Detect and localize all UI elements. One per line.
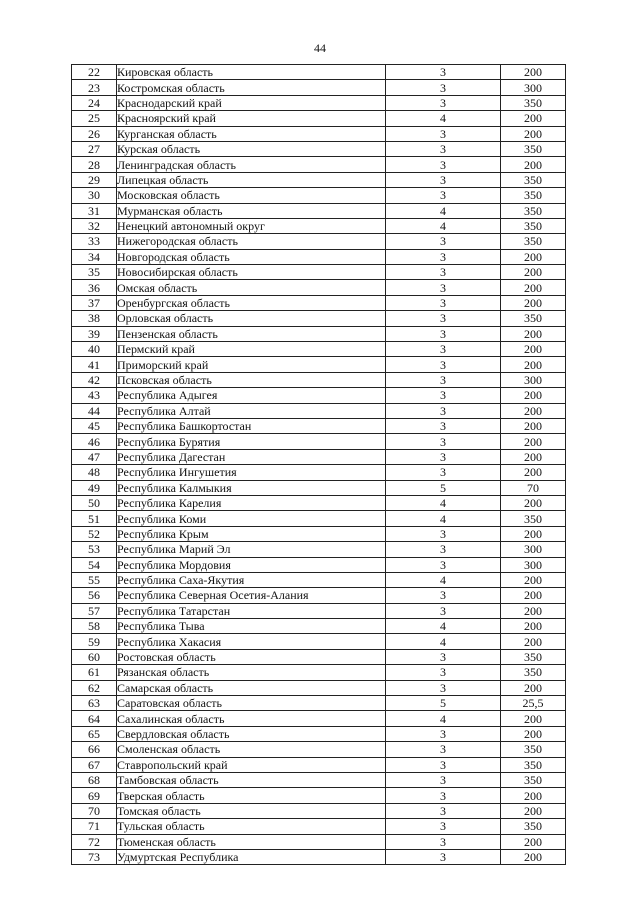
value-cell: 300 [501,542,566,557]
region-name-cell: Республика Ингушетия [117,465,386,480]
value-cell: 200 [501,526,566,541]
category-cell: 4 [386,619,501,634]
value-cell: 350 [501,772,566,787]
region-name-cell: Орловская область [117,311,386,326]
region-name-cell: Республика Крым [117,526,386,541]
region-name-cell: Ростовская область [117,649,386,664]
table-row [72,449,566,464]
category-cell: 3 [386,172,501,187]
table-row [72,388,566,403]
value-cell: 200 [501,849,566,864]
category-cell: 3 [386,742,501,757]
row-number-cell: 67 [72,757,117,772]
value-cell: 300 [501,557,566,572]
table-row [72,480,566,495]
category-cell: 3 [386,588,501,603]
region-name-cell: Саратовская область [117,696,386,711]
category-cell: 4 [386,111,501,126]
region-name-cell: Пермский край [117,342,386,357]
table-row [72,542,566,557]
table-row [72,757,566,772]
category-cell: 3 [386,772,501,787]
region-name-cell: Томская область [117,803,386,818]
region-name-cell: Республика Карелия [117,495,386,510]
table-row [72,680,566,695]
region-name-cell: Республика Бурятия [117,434,386,449]
table-row [72,80,566,95]
category-cell: 3 [386,757,501,772]
category-cell: 3 [386,449,501,464]
value-cell: 200 [501,295,566,310]
region-name-cell: Ленинградская область [117,157,386,172]
region-name-cell: Республика Алтай [117,403,386,418]
region-name-cell: Тюменская область [117,834,386,849]
category-cell: 3 [386,141,501,156]
table-row [72,172,566,187]
value-cell: 350 [501,95,566,110]
category-cell: 3 [386,265,501,280]
row-number-cell: 31 [72,203,117,218]
row-number-cell: 23 [72,80,117,95]
table-row [72,218,566,233]
category-cell: 3 [386,249,501,264]
category-cell: 3 [386,280,501,295]
category-cell: 4 [386,634,501,649]
region-name-cell: Республика Марий Эл [117,542,386,557]
table-row [72,434,566,449]
table-row [72,342,566,357]
row-number-cell: 59 [72,634,117,649]
region-name-cell: Новосибирская область [117,265,386,280]
table-row [72,772,566,787]
region-name-cell: Республика Башкортостан [117,418,386,433]
region-name-cell: Сахалинская область [117,711,386,726]
value-cell: 200 [501,803,566,818]
region-name-cell: Республика Саха-Якутия [117,572,386,587]
category-cell: 3 [386,418,501,433]
category-cell: 3 [386,680,501,695]
table-row [72,726,566,741]
value-cell: 350 [501,172,566,187]
row-number-cell: 41 [72,357,117,372]
region-name-cell: Республика Калмыкия [117,480,386,495]
row-number-cell: 38 [72,311,117,326]
value-cell: 200 [501,495,566,510]
value-cell: 350 [501,311,566,326]
value-cell: 200 [501,403,566,418]
value-cell: 200 [501,418,566,433]
category-cell: 3 [386,557,501,572]
category-cell: 3 [386,434,501,449]
region-name-cell: Республика Хакасия [117,634,386,649]
table-row [72,234,566,249]
row-number-cell: 24 [72,95,117,110]
category-cell: 3 [386,603,501,618]
category-cell: 5 [386,696,501,711]
region-name-cell: Липецкая область [117,172,386,187]
region-name-cell: Приморский край [117,357,386,372]
value-cell: 200 [501,280,566,295]
row-number-cell: 29 [72,172,117,187]
row-number-cell: 28 [72,157,117,172]
table-row [72,849,566,864]
category-cell: 3 [386,295,501,310]
value-cell: 200 [501,342,566,357]
value-cell: 200 [501,388,566,403]
value-cell: 350 [501,649,566,664]
region-name-cell: Тамбовская область [117,772,386,787]
category-cell: 4 [386,711,501,726]
value-cell: 200 [501,326,566,341]
value-cell: 350 [501,757,566,772]
region-name-cell: Ставропольский край [117,757,386,772]
category-cell: 3 [386,65,501,80]
row-number-cell: 70 [72,803,117,818]
table-row [72,711,566,726]
row-number-cell: 42 [72,372,117,387]
row-number-cell: 51 [72,511,117,526]
value-cell: 200 [501,111,566,126]
region-name-cell: Пензенская область [117,326,386,341]
region-name-cell: Удмуртская Республика [117,849,386,864]
region-name-cell: Костромская область [117,80,386,95]
row-number-cell: 58 [72,619,117,634]
category-cell: 3 [386,849,501,864]
value-cell: 200 [501,357,566,372]
value-cell: 350 [501,188,566,203]
region-name-cell: Ненецкий автономный округ [117,218,386,233]
category-cell: 3 [386,326,501,341]
table-row [72,295,566,310]
value-cell: 350 [501,511,566,526]
category-cell: 3 [386,819,501,834]
row-number-cell: 73 [72,849,117,864]
category-cell: 4 [386,511,501,526]
row-number-cell: 69 [72,788,117,803]
row-number-cell: 66 [72,742,117,757]
table-row [72,157,566,172]
row-number-cell: 62 [72,680,117,695]
row-number-cell: 52 [72,526,117,541]
row-number-cell: 26 [72,126,117,141]
table-row [72,649,566,664]
value-cell: 200 [501,465,566,480]
row-number-cell: 35 [72,265,117,280]
row-number-cell: 46 [72,434,117,449]
category-cell: 3 [386,388,501,403]
category-cell: 3 [386,665,501,680]
value-cell: 200 [501,726,566,741]
row-number-cell: 39 [72,326,117,341]
row-number-cell: 56 [72,588,117,603]
value-cell: 200 [501,603,566,618]
table-row [72,95,566,110]
row-number-cell: 25 [72,111,117,126]
category-cell: 3 [386,80,501,95]
table-row [72,665,566,680]
row-number-cell: 64 [72,711,117,726]
row-number-cell: 30 [72,188,117,203]
table-row [72,126,566,141]
table-row [72,249,566,264]
category-cell: 3 [386,372,501,387]
region-name-cell: Оренбургская область [117,295,386,310]
value-cell: 70 [501,480,566,495]
category-cell: 3 [386,342,501,357]
category-cell: 4 [386,218,501,233]
table-row [72,403,566,418]
region-name-cell: Смоленская область [117,742,386,757]
page-number: 44 [314,41,326,55]
category-cell: 3 [386,803,501,818]
region-name-cell: Нижегородская область [117,234,386,249]
region-name-cell: Новгородская область [117,249,386,264]
category-cell: 3 [386,188,501,203]
category-cell: 3 [386,126,501,141]
category-cell: 3 [386,403,501,418]
row-number-cell: 22 [72,65,117,80]
category-cell: 3 [386,726,501,741]
row-number-cell: 57 [72,603,117,618]
value-cell: 200 [501,265,566,280]
regions-table [71,64,566,865]
table-row [72,619,566,634]
value-cell: 350 [501,234,566,249]
table-row [72,803,566,818]
table-row [72,280,566,295]
table-row [72,326,566,341]
row-number-cell: 61 [72,665,117,680]
table-row [72,141,566,156]
table-row [72,65,566,80]
category-cell: 3 [386,157,501,172]
table-row [72,526,566,541]
row-number-cell: 45 [72,418,117,433]
region-name-cell: Рязанская область [117,665,386,680]
table-row [72,265,566,280]
row-number-cell: 43 [72,388,117,403]
category-cell: 3 [386,788,501,803]
value-cell: 200 [501,157,566,172]
region-name-cell: Краснодарский край [117,95,386,110]
table-row [72,203,566,218]
table-row [72,557,566,572]
region-name-cell: Тульская область [117,819,386,834]
row-number-cell: 40 [72,342,117,357]
region-name-cell: Псковская область [117,372,386,387]
category-cell: 5 [386,480,501,495]
region-name-cell: Красноярский край [117,111,386,126]
regions-table-body [72,65,566,865]
row-number-cell: 65 [72,726,117,741]
table-row [72,603,566,618]
row-number-cell: 47 [72,449,117,464]
table-row [72,188,566,203]
region-name-cell: Курганская область [117,126,386,141]
category-cell: 4 [386,572,501,587]
value-cell: 350 [501,203,566,218]
category-cell: 3 [386,542,501,557]
region-name-cell: Республика Тыва [117,619,386,634]
table-row [72,111,566,126]
table-row [72,465,566,480]
value-cell: 350 [501,218,566,233]
table-row [72,634,566,649]
category-cell: 3 [386,526,501,541]
region-name-cell: Мурманская область [117,203,386,218]
row-number-cell: 27 [72,141,117,156]
table-row [72,357,566,372]
table-row [72,696,566,711]
table-row [72,511,566,526]
table-row [72,819,566,834]
row-number-cell: 32 [72,218,117,233]
value-cell: 200 [501,834,566,849]
row-number-cell: 37 [72,295,117,310]
category-cell: 4 [386,203,501,218]
value-cell: 200 [501,634,566,649]
table-row [72,418,566,433]
region-name-cell: Кировская область [117,65,386,80]
region-name-cell: Курская область [117,141,386,156]
region-name-cell: Тверская область [117,788,386,803]
value-cell: 350 [501,141,566,156]
row-number-cell: 55 [72,572,117,587]
value-cell: 200 [501,249,566,264]
row-number-cell: 50 [72,495,117,510]
value-cell: 200 [501,449,566,464]
table-row [72,588,566,603]
value-cell: 200 [501,65,566,80]
value-cell: 200 [501,126,566,141]
table-row [72,495,566,510]
value-cell: 300 [501,80,566,95]
region-name-cell: Самарская область [117,680,386,695]
value-cell: 300 [501,372,566,387]
value-cell: 200 [501,588,566,603]
table-row [72,834,566,849]
table-row [72,742,566,757]
category-cell: 3 [386,357,501,372]
region-name-cell: Республика Северная Осетия-Алания [117,588,386,603]
row-number-cell: 33 [72,234,117,249]
value-cell: 350 [501,665,566,680]
category-cell: 3 [386,234,501,249]
region-name-cell: Республика Мордовия [117,557,386,572]
table-row [72,572,566,587]
row-number-cell: 71 [72,819,117,834]
value-cell: 200 [501,619,566,634]
value-cell: 200 [501,434,566,449]
category-cell: 3 [386,465,501,480]
row-number-cell: 72 [72,834,117,849]
region-name-cell: Свердловская область [117,726,386,741]
category-cell: 3 [386,649,501,664]
row-number-cell: 53 [72,542,117,557]
value-cell: 200 [501,680,566,695]
row-number-cell: 34 [72,249,117,264]
row-number-cell: 68 [72,772,117,787]
value-cell: 200 [501,572,566,587]
region-name-cell: Омская область [117,280,386,295]
table-row [72,372,566,387]
table-row [72,311,566,326]
region-name-cell: Республика Дагестан [117,449,386,464]
value-cell: 200 [501,788,566,803]
row-number-cell: 54 [72,557,117,572]
category-cell: 3 [386,834,501,849]
region-name-cell: Московская область [117,188,386,203]
category-cell: 3 [386,95,501,110]
category-cell: 4 [386,495,501,510]
value-cell: 350 [501,819,566,834]
value-cell: 200 [501,711,566,726]
row-number-cell: 36 [72,280,117,295]
row-number-cell: 49 [72,480,117,495]
value-cell: 25,5 [501,696,566,711]
row-number-cell: 48 [72,465,117,480]
value-cell: 350 [501,742,566,757]
row-number-cell: 60 [72,649,117,664]
region-name-cell: Республика Коми [117,511,386,526]
table-row [72,788,566,803]
category-cell: 3 [386,311,501,326]
region-name-cell: Республика Адыгея [117,388,386,403]
row-number-cell: 63 [72,696,117,711]
row-number-cell: 44 [72,403,117,418]
region-name-cell: Республика Татарстан [117,603,386,618]
